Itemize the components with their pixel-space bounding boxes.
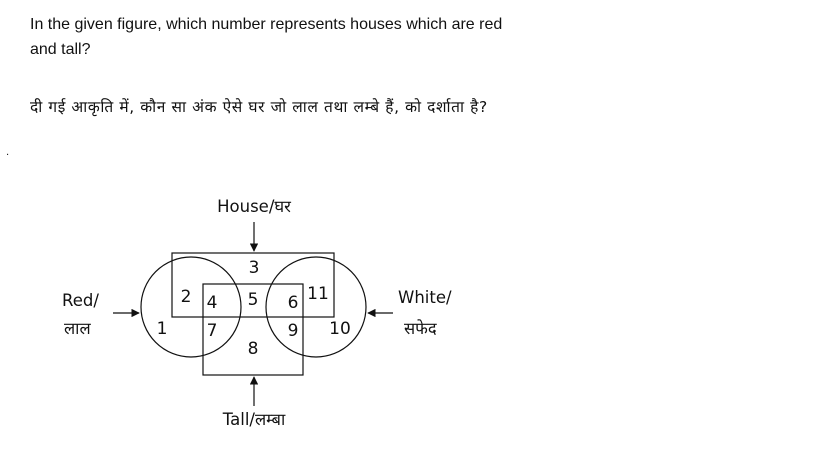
region-number: 4 [206, 293, 218, 313]
region-number: 1 [156, 319, 168, 339]
house-label: House/घर [217, 197, 291, 216]
white-circle [266, 257, 366, 357]
region-number: 6 [287, 293, 299, 313]
region-number: 11 [307, 284, 329, 304]
question-hindi: दी गई आकृति में, कौन सा अंक ऐसे घर जो लाल तथा लम्बे हैं, को दर्शाता है? [30, 98, 488, 116]
region-number: 3 [248, 258, 260, 278]
tall-label: Tall/लम्बा [222, 410, 286, 429]
white-label-line1: White/ [398, 288, 452, 307]
question-english: In the given figure, which number represents houses which are red and tall? [30, 16, 503, 58]
region-number: 10 [329, 319, 351, 339]
region-number: 2 [180, 287, 192, 307]
stray-dot: . [6, 147, 10, 158]
red-circle [141, 257, 241, 357]
region-number: 8 [247, 339, 259, 359]
region-number: 5 [247, 290, 259, 310]
white-label-line2: सफेद [404, 319, 437, 338]
red-label-line1: Red/ [62, 291, 99, 310]
region-number: 7 [206, 321, 218, 341]
red-label-line2: लाल [64, 319, 91, 338]
region-number: 9 [287, 321, 299, 341]
